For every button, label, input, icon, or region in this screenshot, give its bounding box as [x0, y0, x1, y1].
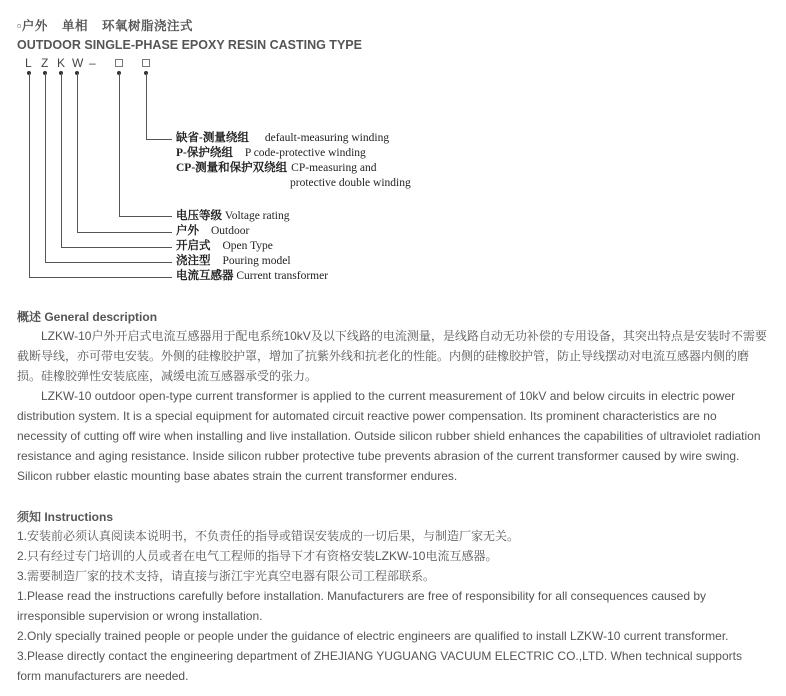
code-letter-w: W: [72, 56, 84, 70]
general-description-body: [17, 326, 767, 486]
legend-voltage-rating: 电压等级 Voltage rating: [176, 210, 290, 222]
title-cn-outdoor: ▫户外: [17, 19, 48, 33]
instruction-en-1: 1.Please read the instructions carefully before installation. Manufacturers are free of responsibility for all consequences caused by irresponsible supervision or wrong installation.: [17, 589, 707, 623]
title-en: OUTDOOR SINGLE-PHASE EPOXY RESIN CASTING TYPE: [17, 38, 362, 52]
winding-option-cp-cont: protective double winding: [290, 177, 411, 189]
connector-line: [77, 232, 172, 233]
code-letter-k: K: [57, 56, 66, 70]
instruction-cn-1: 1.安装前必须认真阅读本说明书，不负责任的指导或错误安装成的一切后果，与制造厂家无关。: [17, 529, 520, 543]
instructions-body: [17, 526, 767, 686]
general-description-heading: 概述 General description: [17, 310, 158, 324]
connector-line: [29, 277, 172, 278]
winding-option-p: P-保护绕组 P code-protective winding: [176, 147, 366, 159]
connector-line: [119, 216, 172, 217]
general-description-en: LZKW-10 outdoor open-type current transformer is applied to the current measurement of 10kV and below circuits in electric power distribution system. It is a special equipment for automated circuit reactive power compensation. Its prominent characteristics are no necessity of cutting off wire when installing and live installation. Outside silicon rubber shield enhances the capabilities of ultraviolet radiation resistance and aging resistance. Inside silicon rubber protective tube prevents abrasion of the current transformer caused by wire swing. Silicon rubber elastic mounting base abates strain the current transformer endures.: [17, 389, 761, 483]
connector-line: [29, 73, 30, 278]
instruction-cn-3: 3.需要制造厂家的技术支持，请直接与浙江宇光真空电器有限公司工程部联系。: [17, 569, 436, 583]
winding-option-cp: CP-测量和保护双绕组 CP-measuring and: [176, 162, 377, 174]
instructions-heading: 须知 Instructions: [17, 510, 114, 524]
title-cn-epoxy: 环氧树脂浇注式: [101, 19, 193, 33]
connector-line: [45, 262, 172, 263]
legend-open-type: 开启式 Open Type: [176, 240, 273, 252]
instruction-cn-2: 2.只有经过专门培训的人员或者在电气工程师的指导下才有资格安装LZKW-10电流互感器。: [17, 549, 498, 563]
code-box-voltage: [115, 59, 123, 67]
legend-current-transformer: 电流互感器 Current transformer: [176, 270, 329, 282]
general-description-cn: LZKW-10户外开启式电流互感器用于配电系统10kV及以下线路的电流测量，是线路自动无功补偿的专用设备，其突出特点是安装时不需要截断导线，亦可带电安装。外侧的硅橡胶护罩，增加了抗紫外线和抗老化的性能。内侧的硅橡胶护管，防止导线摆动对电流互感器内侧的磨损。硅橡胶弹性安装底座，减缓电流互感器承受的张力。: [17, 329, 767, 383]
code-letter-z: Z: [41, 56, 49, 70]
connector-line: [77, 73, 78, 233]
code-letter-l: L: [25, 56, 32, 70]
connector-line: [61, 73, 62, 248]
legend-outdoor: 户外 Outdoor: [176, 225, 250, 237]
connector-line: [119, 73, 120, 217]
instruction-en-2: 2.Only specially trained people or people under the guidance of electric engineers are qualified to install LZKW-10 current transformer.: [17, 629, 729, 643]
connector-line: [146, 73, 147, 140]
title-cn-single-phase: 单相: [61, 19, 88, 33]
code-dash: –: [89, 56, 96, 70]
title-cn: [17, 16, 207, 34]
winding-option-default: 缺省-测量绕组 default-measuring winding: [176, 132, 390, 144]
instruction-en-3: 3.Please directly contact the engineering department of ZHEJIANG YUGUANG VACUUM ELECTRIC CO.,LTD. When technical supports form manufacturers are needed.: [17, 649, 742, 683]
connector-line: [45, 73, 46, 263]
connector-line: [61, 247, 172, 248]
code-box-winding: [142, 59, 150, 67]
connector-line: [146, 139, 172, 140]
legend-pouring-model: 浇注型 Pouring model: [176, 255, 291, 267]
